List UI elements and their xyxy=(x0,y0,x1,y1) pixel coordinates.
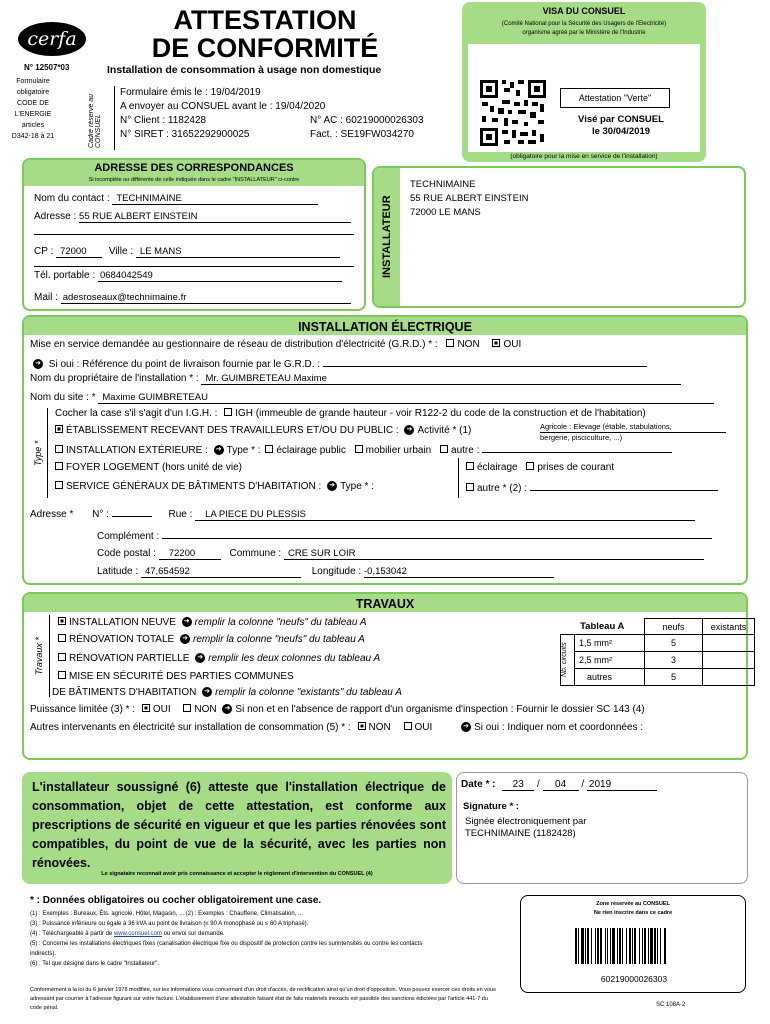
autres-row: Autres intervenants en électricité sur installation de consommation (5) * : NON OUI ➜ Si oui : Indiquer nom et coordonnées : xyxy=(30,722,644,733)
installateur-info: TECHNIMAINE 55 RUE ALBERT EINSTEIN 72000 LE MANS xyxy=(410,179,529,218)
reserve-box xyxy=(520,895,746,993)
reserved-consuel-block: Formulaire émis le : 19/04/2019 A envoyer au CONSUEL avant le : 19/04/2020 N° Client : 1182428 N° AC : 60219000026303 N° SIRET : 31652292900025 Fact. : SE19FW034270 xyxy=(114,86,454,150)
date-day-field[interactable]: 23 xyxy=(502,779,534,791)
puissance-oui-checkbox[interactable] xyxy=(142,704,150,712)
visa-consuel-box xyxy=(462,2,706,162)
grd-oui-checkbox[interactable] xyxy=(492,339,500,347)
mail-field[interactable]: adesroseaux@technimaine.fr xyxy=(61,292,351,304)
adresse-line2[interactable] xyxy=(34,234,354,235)
travaux-totale-row: RÉNOVATION TOTALE ➜ remplir la colonne "neufs" du tableau A xyxy=(58,634,365,645)
tableau-a xyxy=(560,618,755,686)
row-label: 2,5 mm² xyxy=(575,652,645,669)
qr-code xyxy=(478,78,548,148)
arrow-icon: ➜ xyxy=(214,445,224,455)
exterieure-row: INSTALLATION EXTÉRIEURE : ➜ Type * : éclairage public mobilier urbain autre : xyxy=(55,443,672,456)
grd-row: Mise en service demandée au gestionnaire de réseau de distribution d'électricité (G.R.D.) * : NON OUI xyxy=(30,339,522,350)
securite-checkbox[interactable] xyxy=(58,671,66,679)
ville-line2[interactable] xyxy=(34,266,354,267)
neufs-cell[interactable]: 5 xyxy=(645,669,703,686)
igh-checkbox[interactable] xyxy=(224,408,232,416)
date-month-field[interactable]: 04 xyxy=(543,779,579,791)
correspondance-title: ADRESSE DES CORRESPONDANCES xyxy=(94,162,294,174)
complement-row: Complément : xyxy=(97,529,712,542)
grd-non-checkbox[interactable] xyxy=(446,339,454,347)
services-row: SERVICE GÉNÉRAUX DE BÂTIMENTS D'HABITATION : ➜ Type * : xyxy=(55,481,374,492)
attestation-reglement: Le signataire reconnait avoir pris connaissance et accepter le règlement d'intervention du CONSUEL (4) xyxy=(101,871,373,877)
activite-field[interactable]: Agricole : Elevage (étable, stabulations, bergerie, pisciculture, ...) xyxy=(540,422,726,443)
row-label: autres xyxy=(575,669,645,686)
exterieure-checkbox[interactable] xyxy=(55,445,63,453)
type-label: Type * xyxy=(28,408,48,498)
arrow-icon: ➜ xyxy=(461,722,471,732)
cp-inst-row: Code postal : 72200 Commune : CRE SUR LOIR xyxy=(97,548,704,560)
mobilier-checkbox[interactable] xyxy=(355,445,363,453)
form-ref: SC 108A-2 xyxy=(656,1002,686,1008)
contact-row: Nom du contact : TECHNIMAINE xyxy=(34,193,318,205)
installation-title: INSTALLATION ÉLECTRIQUE xyxy=(298,320,472,334)
left-note: Formulaire obligatoire CODE DE L'ENERGIE articles D342-18 à 21 xyxy=(11,78,55,140)
services-options-row2: autre * (2) : xyxy=(466,481,718,494)
adresse-field[interactable]: 55 RUE ALBERT EINSTEIN xyxy=(79,211,351,223)
page-subtitle: Installation de consommation à usage non domestique xyxy=(107,64,382,76)
arrow-icon: ➜ xyxy=(222,704,232,714)
services-checkbox[interactable] xyxy=(55,481,63,489)
travaux-neuve-row: INSTALLATION NEUVE ➜ remplir la colonne "neufs" du tableau A xyxy=(58,617,367,628)
notes-list: (1) : Exemples : Bureaux, Éts. agricole, Hôtel, Magasin, ... (2) : Exemples : Chaufferie, Climatisation, ... (3) : Puissance inférieure ou égale à 36 kVA au point de livraison (≤ 90 A monophasé ou ≤ 60 A triphasé). (4) : Téléchargeable à partir de www.consuel.com ou envoi sur demande. (5) : Concerne les installations électriques fixes (canalisation électrique fixe ou dispositif de protection contre les surintensités ou contre les contacts indirects). (6) : Tel que désigné dans le cadre "Installateur". xyxy=(30,911,423,967)
travaux-title: TRAVAUX xyxy=(355,597,415,611)
visa-stamp: Attestation "Verte" xyxy=(560,88,670,108)
commune-field[interactable]: CRE SUR LOIR xyxy=(284,548,704,560)
erp-row: ÉTABLISSEMENT RECEVANT DES TRAVAILLEURS ET/OU DU PUBLIC : ➜ Activité * (1) xyxy=(55,425,471,436)
arrow-icon: ➜ xyxy=(404,425,414,435)
signature-label: Signature * : xyxy=(463,801,519,812)
attestation-box xyxy=(22,772,452,884)
site-row: Nom du site : * Maxime GUIMBRETEAU xyxy=(30,392,714,404)
coords-row: Latitude : 47,654592 Longitude : -0,153042 xyxy=(97,566,554,578)
cerfa-logo: cerfa xyxy=(18,22,86,56)
nb-circuits-label: Nb. circuits xyxy=(561,635,575,686)
grd-ref-row: ➜ Si oui : Référence du point de livraison fournie par le G.R.D. : xyxy=(30,356,647,370)
tel-row: Tél. portable : 0684042549 xyxy=(34,270,342,282)
proprietaire-field[interactable]: Mr. GUIMBRETEAU Maxime xyxy=(201,373,681,385)
visa-org: (Comité National pour la Sécurité des Usagers de l'Electricité) organisme agréé par le Ministère de l'Industrie xyxy=(501,21,667,36)
services-options-row1: éclairage prises de courant xyxy=(466,462,614,473)
numero-field[interactable] xyxy=(112,507,152,517)
attestation-text: L'installateur soussigné (6) atteste que l'installation électrique de consommation, objet de cette attestation, est conforme aux prescriptions de sécurité en vigueur et que les parties rénovées sont compatibles, du point de vue de la sécurité, avec les parties non rénovées. xyxy=(32,780,446,870)
autre-ext-field[interactable] xyxy=(482,443,672,453)
site-field[interactable]: Maxime GUIMBRETEAU xyxy=(98,392,714,404)
col-neufs: neufs xyxy=(645,619,703,635)
travaux-type-label: Travaux * xyxy=(28,615,50,697)
barcode-number: 60219000026303 xyxy=(600,974,668,984)
arrow-icon: ➜ xyxy=(202,687,212,697)
neufs-cell[interactable]: 5 xyxy=(645,635,703,652)
page-title: ATTESTATION DE CONFORMITÉ xyxy=(151,5,379,63)
autre2-field[interactable] xyxy=(530,481,718,491)
installateur-label-bar: INSTALLATEUR xyxy=(374,168,400,306)
partielle-checkbox[interactable] xyxy=(58,653,66,661)
row-label: 1,5 mm² xyxy=(575,635,645,652)
prises-checkbox[interactable] xyxy=(526,462,534,470)
form-number: N° 12507*03 xyxy=(24,63,70,72)
visa-footer: (obligatoire pour la mise en service de l'installation) xyxy=(510,153,658,160)
correspondance-box xyxy=(22,158,366,311)
signature-field[interactable]: Signée électroniquement par TECHNIMAINE (1182428) xyxy=(465,816,587,839)
autre2-checkbox[interactable] xyxy=(466,483,474,491)
reserved-label: Cadre réservé au CONSUEL xyxy=(88,93,102,148)
adresse-row: Adresse : 55 RUE ALBERT EINSTEIN xyxy=(34,211,351,223)
neuve-checkbox[interactable] xyxy=(58,617,66,625)
ville-field[interactable]: LE MANS xyxy=(136,246,340,258)
cp-inst-field[interactable]: 72200 xyxy=(159,548,221,560)
visa-date: Visé par CONSUEL le 30/04/2019 xyxy=(578,114,664,137)
arrow-icon: ➜ xyxy=(195,653,205,663)
rue-field[interactable]: LA PIECE DU PLESSIS xyxy=(195,509,695,521)
contact-field[interactable]: TECHNIMAINE xyxy=(112,193,318,205)
adresse-inst-row: Adresse * N° : Rue : LA PIECE DU PLESSIS xyxy=(30,507,695,521)
arrow-icon: ➜ xyxy=(327,481,337,491)
date-year-field[interactable]: 2019 xyxy=(587,779,657,791)
date-row: Date * : 23 / 04 / 2019 xyxy=(461,779,657,791)
autres-non-checkbox[interactable] xyxy=(358,722,366,730)
neufs-cell[interactable]: 3 xyxy=(645,652,703,669)
totale-checkbox[interactable] xyxy=(58,634,66,642)
consuel-link[interactable]: www.consuel.com xyxy=(113,931,162,937)
cp-field[interactable]: 72000 xyxy=(56,246,102,258)
legal-text: Conformément à la loi du 6 janvier 1978 modifiée, sur les informations vous concernant d'un droit d'accès, de rectification ainsi qu'un droit d'opposition. Vous pouvez exercer ces droits en vous adressant par courrier à l'adresse figurant sur votre facture. L'établissement d'une attestation faisant état de faits matériels inexacts est passible des sanctions édictées par l'article 441-7 du code pénal. xyxy=(30,987,496,1011)
existants-cell[interactable] xyxy=(703,635,755,652)
cp-row: CP : 72000 Ville : LE MANS xyxy=(34,246,340,258)
erp-checkbox[interactable] xyxy=(55,425,63,433)
foyer-checkbox[interactable] xyxy=(55,462,63,470)
autres-oui-checkbox[interactable] xyxy=(404,722,412,730)
signature-box xyxy=(456,772,748,884)
complement-field[interactable] xyxy=(162,529,712,539)
barcode xyxy=(575,928,695,964)
existants-cell[interactable] xyxy=(703,669,755,686)
eclairage-public-checkbox[interactable] xyxy=(265,445,273,453)
travaux-securite-row2: DE BÂTIMENTS D'HABITATION ➜ remplir la colonne "existants" du tableau A xyxy=(52,687,402,698)
correspondance-note: Si incomplète ou différente de celle indiquée dans le cadre "INSTALLATEUR" ci-contre xyxy=(88,177,300,183)
installateur-box xyxy=(372,166,746,308)
puissance-row: Puissance limitée (3) * : OUI NON ➜ Si non et en l'absence de rapport d'un organisme d'inspection : Fournir le dossier SC 143 (4) xyxy=(30,704,645,715)
tableau-a-title: Tableau A xyxy=(580,620,625,632)
notes-title: * : Données obligatoires ou cocher obligatoirement une case. xyxy=(30,895,322,906)
arrow-icon: ➜ xyxy=(182,617,192,627)
arrow-icon: ➜ xyxy=(33,359,43,369)
longitude-field[interactable]: -0,153042 xyxy=(364,566,554,578)
latitude-field[interactable]: 47,654592 xyxy=(141,566,301,578)
autre-ext-checkbox[interactable] xyxy=(440,445,448,453)
foyer-row: FOYER LOGEMENT (hors unité de vie) xyxy=(55,462,242,473)
arrow-icon: ➜ xyxy=(180,634,190,644)
eclairage-checkbox[interactable] xyxy=(466,462,474,470)
existants-cell[interactable] xyxy=(703,652,755,669)
puissance-non-checkbox[interactable] xyxy=(183,704,191,712)
igh-row: Cocher la case s'il s'agit d'un I.G.H. : IGH (immeuble de grande hauteur - voir R122-2 du code de la construction et de l'habitation) xyxy=(55,408,646,419)
travaux-partielle-row: RÉNOVATION PARTIELLE ➜ remplir les deux colonnes du tableau A xyxy=(58,653,380,664)
visa-title: VISA DU CONSUEL xyxy=(542,6,626,16)
mail-row: Mail : adesroseaux@technimaine.fr xyxy=(34,292,351,304)
proprietaire-row: Nom du propriétaire de l'installation * : Mr. GUIMBRETEAU Maxime xyxy=(30,373,681,385)
col-existants: existants xyxy=(703,619,755,635)
travaux-securite-row: MISE EN SÉCURITÉ DES PARTIES COMMUNES xyxy=(58,671,294,682)
grd-ref-field[interactable] xyxy=(323,356,647,367)
reserve-title: Zone réservée au CONSUEL Ne rien inscrire dans ce cadre xyxy=(593,901,673,916)
tel-field[interactable]: 0684042549 xyxy=(98,270,342,282)
